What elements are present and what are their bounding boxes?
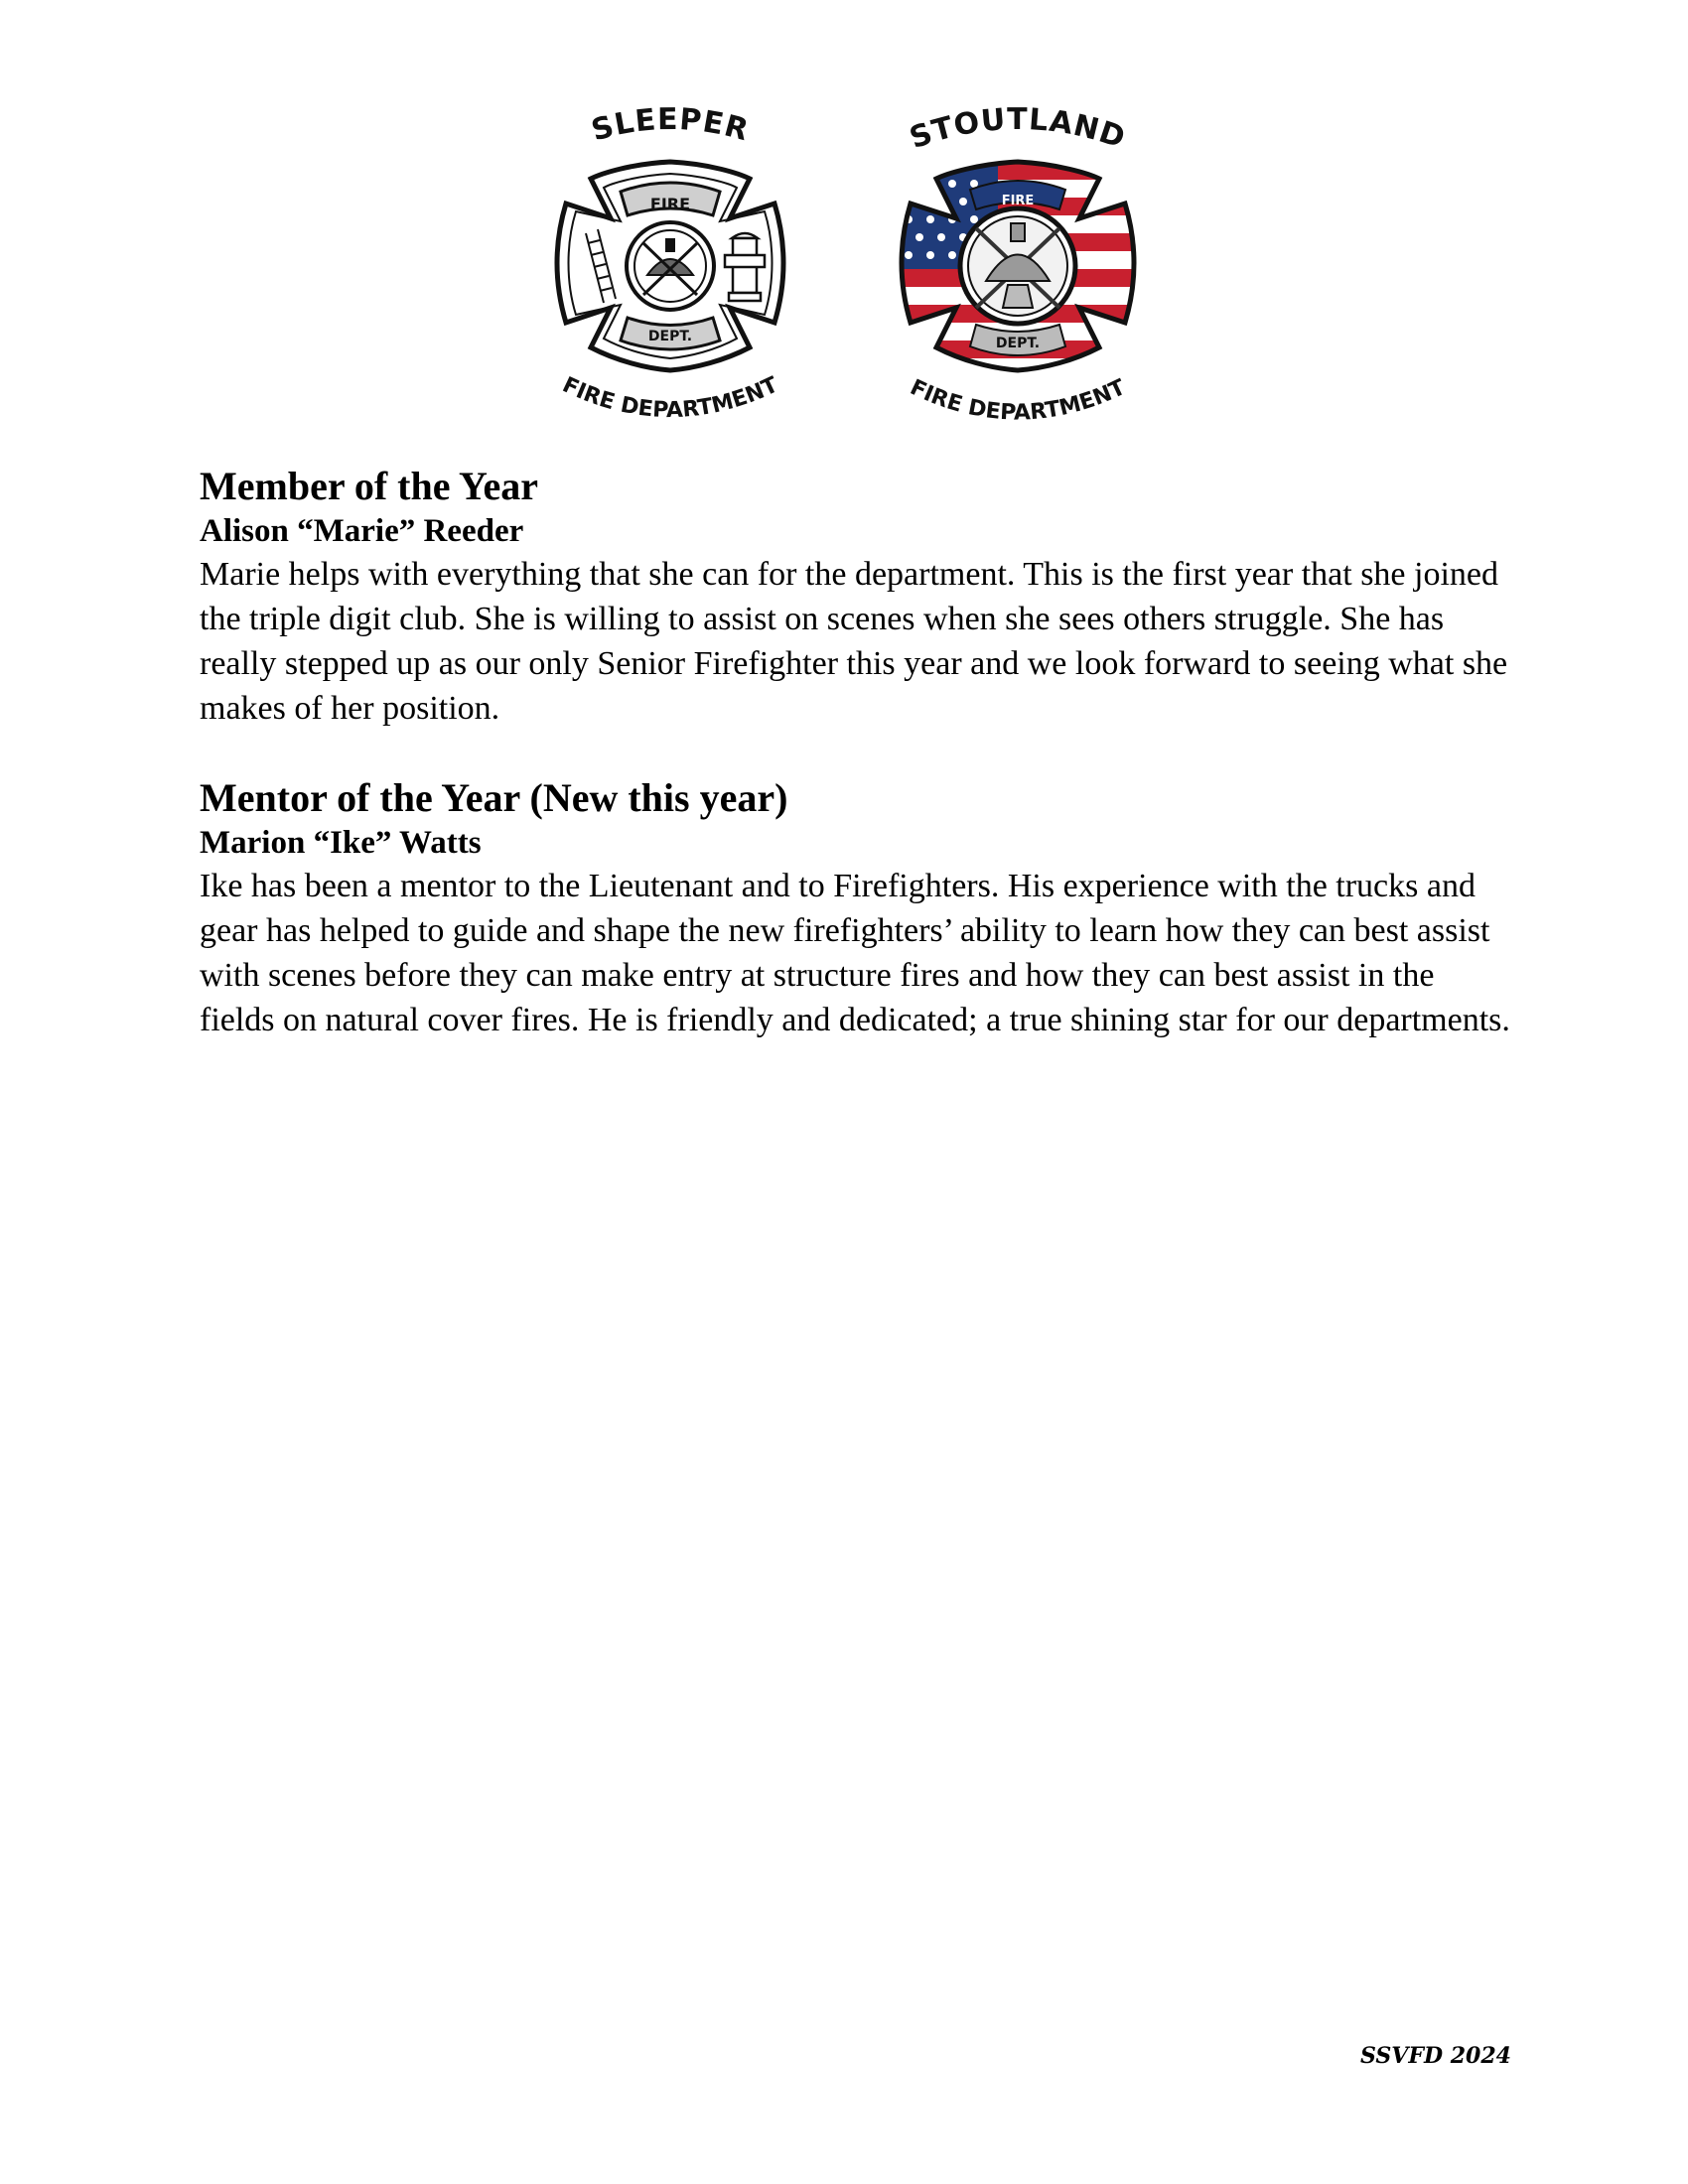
logo-right-badge-top: FIRE [1001,194,1035,208]
logo-left-top-text: SLEEPER [587,104,753,149]
award-member-of-the-year [200,463,1510,731]
award-description: Marie helps with everything that she can for the department. This is the first year that she joined the triple digit club. She is willing to assist on scenes when she sees others struggle. She has really stepped up as our only Senior Firefighter this year and we look forward to seeing what she makes of her position. [200,556,1508,727]
award-recipient: Marion “Ike” Watts [200,825,482,861]
logos-header [0,104,1688,452]
svg-text:FIRE DEPARTMENT [558,372,781,423]
logo-left-badge-bottom: DEPT. [647,329,693,344]
svg-text:SLEEPER [588,104,753,148]
awards-content [200,463,1510,1042]
award-title: Mentor of the Year (New this year) [200,775,788,820]
svg-text:STOUTLAND [906,104,1130,156]
logo-right-bottom-text: FIRE DEPARTMENT [906,374,1130,426]
stoutland-fire-department-logo [869,104,1167,452]
logo-left-bottom-text: FIRE DEPARTMENT [558,372,782,424]
award-recipient: Alison “Marie” Reeder [200,513,524,549]
logo-right-top-text: STOUTLAND [905,104,1131,157]
award-description: Ike has been a mentor to the Lieutenant and to Firefighters. His experience with the trucks and gear has helped to guide and shape the new firefighters’ ability to learn how they can best assist with scenes before they can make entry at structure fires and how they can best assist in the fields on natural cover fires. He is friendly and dedicated; a true shining star for our departments. [200,868,1510,1038]
sleeper-fire-department-logo [526,104,814,452]
page-footer: SSVFD 2024 [1360,2043,1511,2069]
logo-left-badge-top: FIRE [649,195,691,213]
award-mentor-of-the-year [200,774,1510,1042]
logo-right-badge-bottom: DEPT. [995,336,1041,351]
award-title: Member of the Year [200,464,538,508]
svg-text:FIRE DEPARTMENT [907,375,1130,426]
